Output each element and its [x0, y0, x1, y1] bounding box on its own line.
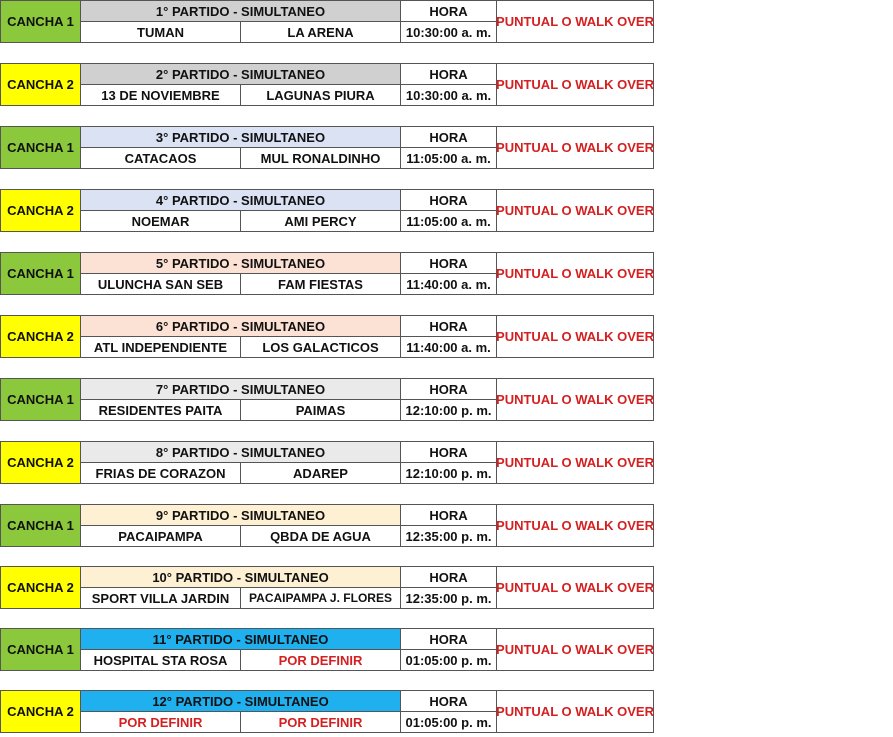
hora-label: HORA: [400, 315, 497, 337]
match-title: 8° PARTIDO - SIMULTANEO: [80, 441, 401, 463]
cancha-label: CANCHA 1: [0, 252, 81, 295]
team-b: PACAIPAMPA J. FLORES: [240, 587, 401, 609]
team-a: CATACAOS: [80, 147, 241, 169]
team-b: POR DEFINIR: [240, 649, 401, 671]
puntual-note: PUNTUAL O WALK OVER: [496, 628, 654, 671]
match-title: 4° PARTIDO - SIMULTANEO: [80, 189, 401, 211]
match-block: [0, 441, 654, 484]
hora-value: 11:40:00 a. m.: [400, 336, 497, 358]
match-block: [0, 690, 654, 733]
cancha-label: CANCHA 2: [0, 189, 81, 232]
match-title: 11° PARTIDO - SIMULTANEO: [80, 628, 401, 650]
hora-label: HORA: [400, 252, 497, 274]
team-a: ULUNCHA SAN SEB: [80, 273, 241, 295]
cancha-label: CANCHA 2: [0, 690, 81, 733]
match-title: 2° PARTIDO - SIMULTANEO: [80, 63, 401, 85]
cancha-label: CANCHA 1: [0, 378, 81, 421]
team-a: PACAIPAMPA: [80, 525, 241, 547]
hora-label: HORA: [400, 504, 497, 526]
hora-label: HORA: [400, 628, 497, 650]
match-block: [0, 126, 654, 169]
match-block: [0, 0, 654, 43]
hora-label: HORA: [400, 0, 497, 22]
team-b: LAGUNAS PIURA: [240, 84, 401, 106]
team-b: ADAREP: [240, 462, 401, 484]
hora-value: 11:40:00 a. m.: [400, 273, 497, 295]
team-b: AMI PERCY: [240, 210, 401, 232]
hora-value: 11:05:00 a. m.: [400, 210, 497, 232]
match-title: 3° PARTIDO - SIMULTANEO: [80, 126, 401, 148]
hora-value: 10:30:00 a. m.: [400, 84, 497, 106]
puntual-note: PUNTUAL O WALK OVER: [496, 126, 654, 169]
match-title: 9° PARTIDO - SIMULTANEO: [80, 504, 401, 526]
team-a: 13 DE NOVIEMBRE: [80, 84, 241, 106]
match-title: 7° PARTIDO - SIMULTANEO: [80, 378, 401, 400]
hora-value: 12:10:00 p. m.: [400, 462, 497, 484]
team-b: QBDA DE AGUA: [240, 525, 401, 547]
team-b: POR DEFINIR: [240, 711, 401, 733]
match-block: [0, 252, 654, 295]
match-block: [0, 504, 654, 547]
hora-value: 11:05:00 a. m.: [400, 147, 497, 169]
cancha-label: CANCHA 1: [0, 0, 81, 43]
hora-label: HORA: [400, 126, 497, 148]
puntual-note: PUNTUAL O WALK OVER: [496, 252, 654, 295]
match-block: [0, 566, 654, 609]
hora-label: HORA: [400, 189, 497, 211]
hora-value: 10:30:00 a. m.: [400, 21, 497, 43]
hora-value: 12:35:00 p. m.: [400, 587, 497, 609]
puntual-note: PUNTUAL O WALK OVER: [496, 63, 654, 106]
puntual-note: PUNTUAL O WALK OVER: [496, 441, 654, 484]
team-a: TUMAN: [80, 21, 241, 43]
team-b: LOS GALACTICOS: [240, 336, 401, 358]
hora-label: HORA: [400, 690, 497, 712]
cancha-label: CANCHA 2: [0, 441, 81, 484]
puntual-note: PUNTUAL O WALK OVER: [496, 504, 654, 547]
team-a: FRIAS DE CORAZON: [80, 462, 241, 484]
cancha-label: CANCHA 1: [0, 126, 81, 169]
match-block: [0, 378, 654, 421]
hora-label: HORA: [400, 378, 497, 400]
team-a: NOEMAR: [80, 210, 241, 232]
match-title: 1° PARTIDO - SIMULTANEO: [80, 0, 401, 22]
puntual-note: PUNTUAL O WALK OVER: [496, 315, 654, 358]
hora-label: HORA: [400, 441, 497, 463]
team-b: FAM FIESTAS: [240, 273, 401, 295]
puntual-note: PUNTUAL O WALK OVER: [496, 378, 654, 421]
team-a: POR DEFINIR: [80, 711, 241, 733]
cancha-label: CANCHA 2: [0, 315, 81, 358]
hora-label: HORA: [400, 566, 497, 588]
team-b: PAIMAS: [240, 399, 401, 421]
team-b: MUL RONALDINHO: [240, 147, 401, 169]
hora-value: 12:35:00 p. m.: [400, 525, 497, 547]
puntual-note: PUNTUAL O WALK OVER: [496, 0, 654, 43]
team-b: LA ARENA: [240, 21, 401, 43]
team-a: RESIDENTES PAITA: [80, 399, 241, 421]
hora-value: 01:05:00 p. m.: [400, 711, 497, 733]
hora-label: HORA: [400, 63, 497, 85]
match-title: 6° PARTIDO - SIMULTANEO: [80, 315, 401, 337]
team-a: HOSPITAL STA ROSA: [80, 649, 241, 671]
match-title: 10° PARTIDO - SIMULTANEO: [80, 566, 401, 588]
puntual-note: PUNTUAL O WALK OVER: [496, 189, 654, 232]
hora-value: 01:05:00 p. m.: [400, 649, 497, 671]
match-block: [0, 189, 654, 232]
hora-value: 12:10:00 p. m.: [400, 399, 497, 421]
team-a: ATL INDEPENDIENTE: [80, 336, 241, 358]
cancha-label: CANCHA 1: [0, 504, 81, 547]
match-block: [0, 315, 654, 358]
cancha-label: CANCHA 1: [0, 628, 81, 671]
puntual-note: PUNTUAL O WALK OVER: [496, 690, 654, 733]
puntual-note: PUNTUAL O WALK OVER: [496, 566, 654, 609]
match-title: 12° PARTIDO - SIMULTANEO: [80, 690, 401, 712]
team-a: SPORT VILLA JARDIN: [80, 587, 241, 609]
match-title: 5° PARTIDO - SIMULTANEO: [80, 252, 401, 274]
match-block: [0, 63, 654, 106]
cancha-label: CANCHA 2: [0, 63, 81, 106]
cancha-label: CANCHA 2: [0, 566, 81, 609]
match-block: [0, 628, 654, 671]
